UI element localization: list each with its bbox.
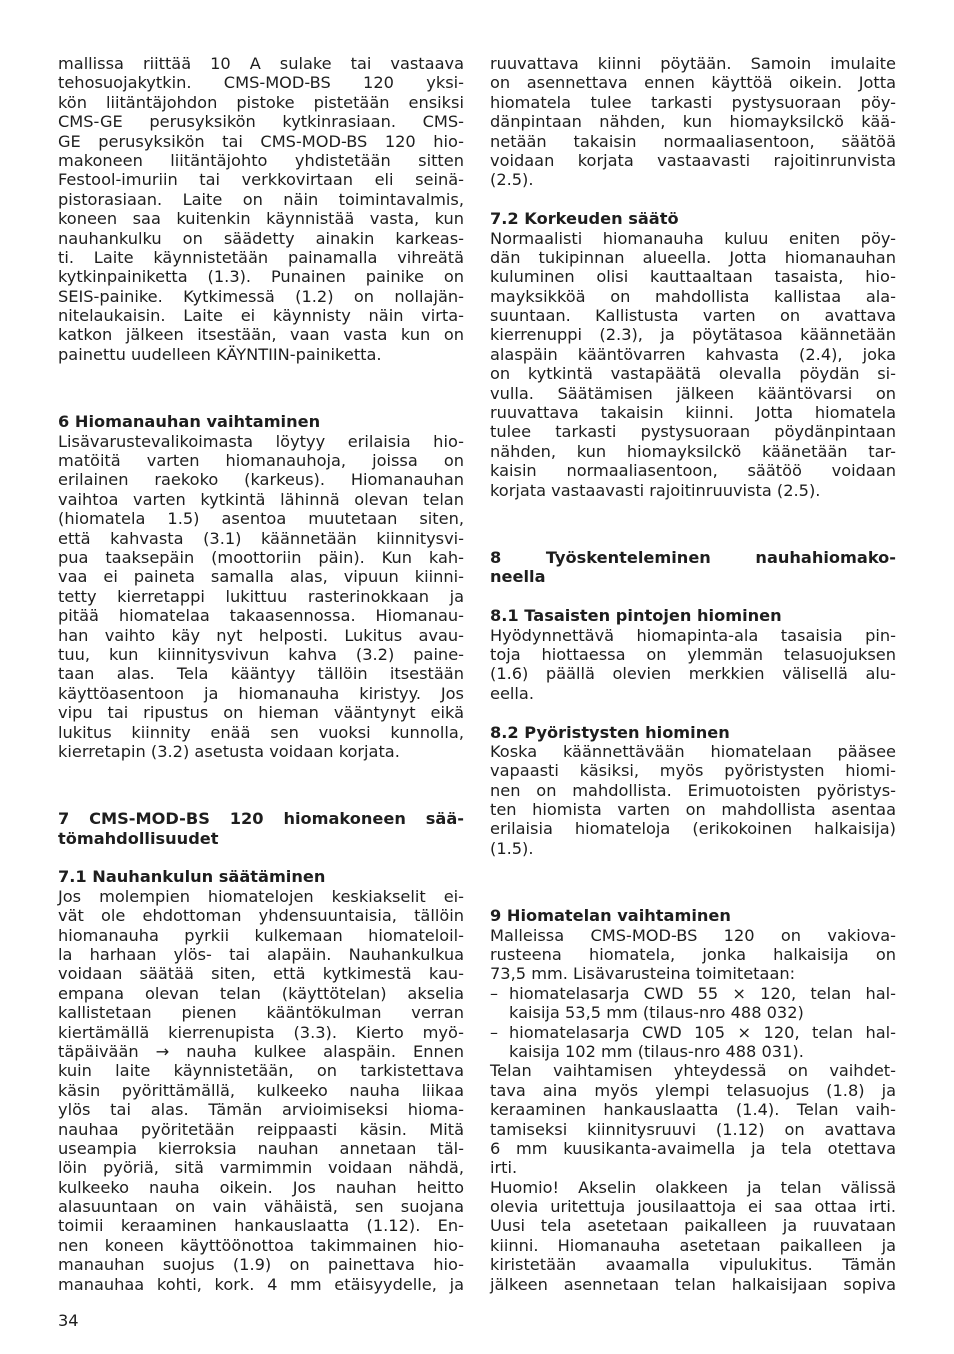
text-line: hiomatela tulee tarkasti pystysuoraan pöy- [490, 92, 896, 112]
text-line: tulee tarkasti pystysuoraan pöydänpintaan [490, 422, 896, 442]
text-line: nen on mahdollista. Erimuotoisten pyöristys- [490, 780, 896, 800]
text-line: toja hiottaessa on ylemmän telasuojuksen [490, 644, 896, 664]
text-line: vaihtoa varten kytkintä lähinnä olevan telan [58, 489, 464, 509]
text-line: toimii keraaminen hankauslaatta (1.12). En- [58, 1216, 464, 1236]
text-line: matöitä varten hiomanauhoja, joissa on [58, 451, 464, 471]
text-line: tuu, kun kiinnitysvivun kahva (3.2) paine- [58, 644, 464, 664]
text-line: kiertämällä kierrenupista (3.3). Kierto myö- [58, 1022, 464, 1042]
section-7-heading: tömahdollisuudet [58, 828, 219, 848]
text-line: nen koneen käyttöönottoa takimmainen hio- [58, 1235, 464, 1255]
section-9 [490, 906, 896, 1294]
text-line: alaspäin kääntövarren kahvasta (2.4), joka [490, 344, 896, 364]
text-line: kaisija 53,5 mm (tilaus-nro 488 032) [509, 1003, 804, 1023]
subsection-7-2-heading: 7.2 Korkeuden säätö [490, 209, 679, 229]
text-line: makoneen liitäntäjohto yhdistetään sitten [58, 150, 464, 170]
text-line: hiomatelasarja CWD 105 × 120, telan hal- [509, 1022, 896, 1042]
text-line: Uusi tela asetetaan paikalleen ja ruuvataan [490, 1216, 896, 1236]
text-line: käyttöasentoon ja hiomanauha kiristyy. Jos [58, 683, 464, 703]
text-line: SEIS-painike. Kytkimessä (1.2) on nollajän- [58, 286, 464, 306]
section-9-heading: 9 Hiomatelan vaihtaminen [490, 906, 731, 926]
text-line: irti. [490, 1158, 518, 1178]
text-line: erilaisia hiomateloja (erikokoinen halkaisija) [490, 819, 896, 839]
text-line: ruuvattava kiinni pöytään. Samoin imulaite [490, 54, 896, 73]
text-line: (hiomatela 1.5) asentoa muutetaan siten, [58, 509, 464, 529]
section-8 [490, 548, 896, 858]
text-line: 6 mm kuusikanta-avaimella ja tela otettava [490, 1138, 896, 1158]
subsection-8-1-heading: 8.1 Tasaisten pintojen hiominen [490, 606, 782, 626]
left-column [58, 54, 464, 1294]
text-line: kytkinpainiketta (1.3). Punainen painike on [58, 267, 464, 287]
text-line: kaisin normaaliasentoon, säätöö voidaan [490, 461, 896, 481]
text-line: korjata vastaavasti rajoitinruuvista (2.5). [490, 480, 821, 500]
section-7-heading: 7 CMS-MOD-BS 120 hiomakoneen sää- [58, 809, 464, 829]
text-line: tava aina myös ylempi telasuojus (1.8) ja [490, 1080, 896, 1100]
text-line: ten hiomista varten on mahdollista asentaa [490, 800, 896, 820]
text-line: taan alas. Tela kääntyy tällöin itsestään [58, 664, 464, 684]
text-line: dän tukipinnan alueella. Jotta hiomanauhan [490, 247, 896, 267]
continued-paragraph [490, 54, 896, 190]
text-line: ylös tai alas. Tämän arvioimiseksi hioma- [58, 1100, 464, 1120]
text-line: alasuuntaan on vain vähäistä, sen suojana [58, 1197, 464, 1217]
text-line: mayksikköä on mahdollista kallistaa ala- [490, 286, 896, 306]
text-line: CMS-GE perusyksikön kytkinrasiaan. CMS- [58, 112, 464, 132]
text-line: kön liitäntäjohdon pistoke pistetään ensiksi [58, 92, 464, 112]
section-7 [58, 809, 464, 1294]
text-line: dänpintaan nähden, kun hiomayksilckö kää- [490, 112, 896, 132]
text-line: mallissa riittää 10 A sulake tai vastaava [58, 54, 464, 73]
text-line: eella. [490, 683, 534, 703]
text-line: tamiseksi kiinnitysruuvi (1.12) on avattava [490, 1119, 896, 1139]
text-line: 73,5 mm. Lisävarusteina toimitetaan: [490, 964, 796, 984]
text-line: manauhan suojus (1.9) on painettava hio- [58, 1255, 464, 1275]
text-line: käsin pyörittämällä, kulkeeko nauha liikaa [58, 1080, 464, 1100]
text-line: netään takaisin normaaliasentoon, säätöä [490, 131, 896, 151]
text-line: koneen saa kuitenkin käynnistää vasta, kun [58, 209, 464, 229]
text-line: useampia kierroksia nauhan annetaan täl- [58, 1138, 464, 1158]
text-line: tetty kierretappi lukittuu rasterinokkaan ja [58, 586, 464, 606]
text-line: suuntaan. Kallistusta varten on avattava [490, 306, 896, 326]
text-line: kierrenuppi (2.3), ja pöytätasoa käännetään [490, 325, 896, 345]
section-8-heading: 8 Työskenteleminen nauhahiomako- [490, 547, 896, 567]
text-line: ruuvattava takaisin kiinni. Jotta hiomatela [490, 403, 896, 423]
text-line: hiomatelasarja CWD 55 × 120, telan hal- [509, 983, 896, 1003]
text-line: vaa ei paineta samalla alas, vipuun kiinni- [58, 567, 464, 587]
section-6 [58, 412, 464, 761]
text-line: empana olevan telan (käyttötelan) akselia [58, 983, 464, 1003]
text-line: pistorasiaan. Laite on näin toimintavalmis, [58, 189, 464, 209]
text-line: pitää hiomatelaa takaasennossa. Hiomanau- [58, 606, 464, 626]
text-line: löin pyöriä, sitä varmimmin voidaan nähdä, [58, 1158, 464, 1178]
text-line: vät ole ehdottoman yhdensuuntaisia, tällöin [58, 906, 464, 926]
text-line: kiinni. Hiomanauha asetetaan paikalleen ja [490, 1235, 896, 1255]
text-line: kuluminen olisi kauttaaltaan tasaista, hio- [490, 267, 896, 287]
text-line: täpäivään → nauha kulkee alaspäin. Ennen [58, 1041, 464, 1061]
text-line: tehosuojakytkin. CMS-MOD-BS 120 yksi- [58, 73, 464, 93]
list-dash: – [490, 1022, 498, 1042]
text-line: keraaminen hankauslaatta (1.4). Telan vaih- [490, 1100, 896, 1120]
text-line: ti. Laite käynnistetään painamalla vihreätä [58, 247, 464, 267]
text-line: Hyödynnettävä hiomapinta-ala tasaisia pin- [490, 625, 896, 645]
text-line: nauhankulku on säädetty ainakin karkeas- [58, 228, 464, 248]
subsection-7-2 [490, 209, 896, 500]
text-line: voidaan korjata vastaavasti rajoitinrunvista [490, 150, 896, 170]
text-line: han vaihto käy nyt helposti. Lukitus avau- [58, 625, 464, 645]
text-line: Telan vaihtamisen yhteydessä on vaihdet- [490, 1061, 896, 1081]
text-line: kierretapin (3.2) asetusta voidaan korjata. [58, 741, 400, 761]
text-line: Jos molempien hiomatelojen keskiakselit ei- [58, 886, 464, 906]
text-line: on asennettava ennen käyttöä oikein. Jotta [490, 73, 896, 93]
text-line: nauhaa pyöritetään reippaasti käsin. Mitä [58, 1119, 464, 1139]
text-line: lukitus kiinnity enää sen vuoksi kunnolla, [58, 722, 464, 742]
section-8-heading: neella [490, 567, 546, 587]
text-line: nitelaukaisin. Laite ei käynnisty näin virta- [58, 306, 464, 326]
text-line: olevia uritettuja jousilaattoja ei saa ottaa irti. [490, 1197, 896, 1217]
text-line: vipu tai ripustus on hieman vääntynyt eikä [58, 703, 464, 723]
intro-paragraph [58, 54, 464, 364]
text-line: Malleissa CMS-MOD-BS 120 on vakiova- [490, 925, 896, 945]
list-dash: – [490, 983, 498, 1003]
page-number: 34 [58, 1311, 79, 1330]
text-line: kulkeeko nauha oikein. Jos nauhan heitto [58, 1177, 464, 1197]
text-line: painettu uudelleen KÄYNTIIN-painiketta. [58, 344, 382, 364]
text-line: Huomio! Akselin olakkeen ja telan välissä [490, 1177, 896, 1197]
subsection-8-2-heading: 8.2 Pyöristysten hiominen [490, 722, 730, 742]
text-line: katkon jälkeen itsestään, vaan vasta kun on [58, 325, 464, 345]
list-item [490, 984, 896, 1023]
text-line: (1.5). [490, 838, 534, 858]
right-column [490, 54, 896, 1294]
text-line: hiomanauha pyrkii kulkemaan hiomateloil- [58, 925, 464, 945]
subsection-7-1-heading: 7.1 Nauhankulun säätäminen [58, 867, 326, 887]
list-item [490, 1023, 896, 1062]
text-line: (2.5). [490, 170, 534, 190]
section-6-heading: 6 Hiomanauhan vaihtaminen [58, 412, 321, 432]
text-line: vapaasti käsiksi, myös pyöristysten hiomi- [490, 761, 896, 781]
text-line: Normaalisti hiomanauha kuluu eniten pöy- [490, 228, 896, 248]
text-line: Koska käännettävään hiomatelaan pääsee [490, 741, 896, 761]
text-line: kuin laite käynnistetään, on tarkistettava [58, 1061, 464, 1081]
text-line: on kytkintä vastapäätä olevalla pöydän si- [490, 364, 896, 384]
text-line: kaisija 102 mm (tilaus-nro 488 031). [509, 1041, 804, 1061]
text-line: kiristetään avaamalla vipulukitus. Tämän [490, 1255, 896, 1275]
text-line: (1.6) päällä olevien merkkien välisellä alu- [490, 664, 896, 684]
text-line: Festool-imuriin tai verkkovirtaan eli seinä- [58, 170, 464, 190]
text-line: jälkeen asennetaan telan halkaisijaan sopiva [490, 1274, 896, 1294]
text-line: GE perusyksikön tai CMS-MOD-BS 120 hio- [58, 131, 464, 151]
text-line: erilainen raekoko (karkeus). Hiomanauhan [58, 470, 464, 490]
text-line: nähden, kun hiomayksilckö käänetään tar- [490, 441, 896, 461]
text-line: la harhaan ylös- tai alapäin. Nauhankulkua [58, 945, 464, 965]
text-line: kallistetaan pienen kääntökulman verran [58, 1003, 464, 1023]
text-line: vulla. Säätämisen jälkeen kääntövarsi on [490, 383, 896, 403]
text-line: Lisävarustevalikoimasta löytyy erilaisia hio- [58, 431, 464, 451]
text-line: rusteena hiomatela, jonka halkaisija on [490, 945, 896, 965]
text-line: että kahvasta (3.1) käännetään kiinnitysvi- [58, 528, 464, 548]
text-line: voidaan säätää siten, että kytkimestä kau- [58, 964, 464, 984]
text-line: manauhaa kohti, kork. 4 mm etäisyydelle, ja [58, 1274, 464, 1294]
text-line: pua taaksepäin (moottoriin päin). Kun kah- [58, 547, 464, 567]
